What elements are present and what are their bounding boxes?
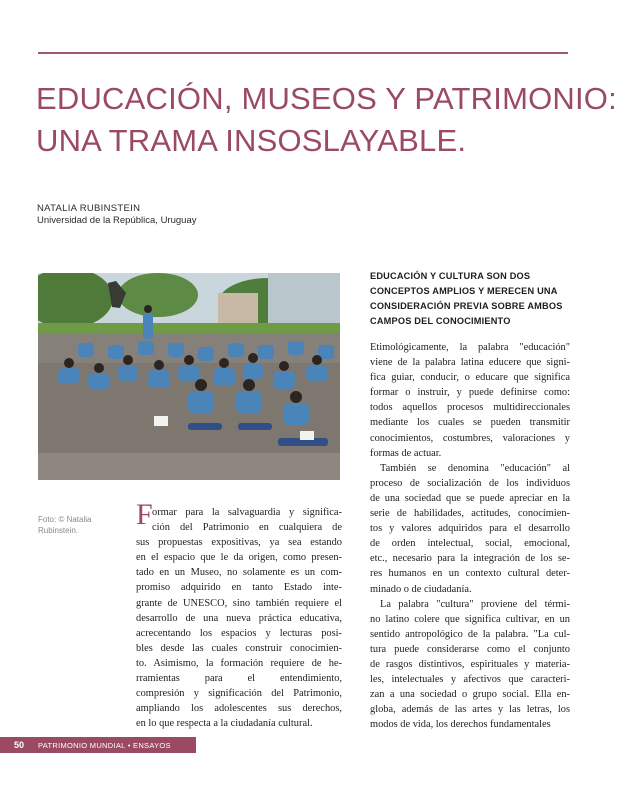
section-heading-line-3: CONSIDERACIÓN PREVIA SOBRE AMBOS: [370, 301, 563, 311]
text-line: Etimológicamente, la palabra "educación": [370, 342, 570, 353]
text-line: promiso adquirido en tanto Estado inte-: [136, 582, 342, 594]
text-line: en el espacio que le da origen, como presen-: [136, 552, 342, 564]
title-line-2: UNA TRAMA INSOSLAYABLE.: [36, 123, 467, 158]
text-line: rramientas para el entendimiento,: [136, 673, 342, 685]
text-line: formar o instruir, y puede definirse como:: [370, 387, 570, 399]
text-line: todos aquellos procesos multidireccionales: [370, 402, 570, 414]
text-line: de una sociedad que se puede apreciar en la: [370, 492, 570, 504]
students-photo: [38, 273, 340, 480]
section-heading-line-1: EDUCACIÓN Y CULTURA SON DOS: [370, 271, 531, 281]
text-line: sentido antropológico de la palabra. "La cul-: [370, 628, 570, 640]
text-line: proceso de socialización de los individuos: [370, 477, 570, 489]
text-line: También se denomina "educación" al: [380, 462, 570, 474]
text-line: tura puede considerarse como el conjunto: [370, 643, 570, 655]
top-rule: [38, 52, 568, 54]
text-line: compresión y significación del Patrimonio,: [136, 688, 342, 700]
text-line: tos y valores adquiridos para el desarrollo: [370, 523, 570, 535]
author-affiliation: Universidad de la República, Uruguay: [37, 215, 197, 226]
section-heading: [370, 269, 570, 329]
text-line: grante de UNESCO, sino también requiere el: [136, 597, 342, 609]
right-column-text: [370, 340, 570, 732]
text-line: les, intelectuales y afectivos que caracteri-: [370, 674, 570, 686]
caption-line-1: Foto: © Natalia: [38, 515, 92, 524]
text-line: tado en un Museo, no solamente es un com-: [136, 567, 342, 579]
text-line: conocimientos, costumbres, valoraciones y: [370, 432, 570, 444]
text-line: ampliando los adolescentes sus derechos,: [136, 703, 342, 715]
author-block: [37, 203, 196, 227]
text-line: viene de la palabra latina educere que signi-: [370, 357, 570, 369]
section-heading-line-4: CAMPOS DEL CONOCIMIENTO: [370, 316, 511, 326]
text-line: bles desde las cuales construir conocimien-: [136, 642, 342, 654]
text-line: to. Asimismo, la formación requiere de he-: [136, 657, 342, 669]
title-line-1: EDUCACIÓN, MUSEOS Y PATRIMONIO:: [36, 81, 617, 116]
running-head: PATRIMONIO MUNDIAL • ENSAYOS: [38, 741, 171, 750]
text-line: res humanos en un contexto cultural deter-: [370, 568, 570, 580]
text-line: sus propuestas expositivas, ya sea estando: [136, 537, 342, 549]
text-line: en lo que respecta a la ciudadanía cultural.: [136, 718, 313, 730]
text-line: de rasgos distintivos, espirituales y materia-: [370, 658, 570, 670]
text-line: minado o de ciudadanía.: [370, 583, 472, 595]
text-line: serie de habilidades, actitudes, conocimien-: [370, 508, 570, 520]
text-line: formas de actuar.: [370, 447, 442, 459]
drop-cap: F: [136, 498, 153, 531]
text-line: globa, además de las artes y las letras, los: [370, 704, 570, 716]
page-number: 50: [14, 740, 25, 750]
photo-illustration: [38, 273, 340, 480]
text-line: ormar para la salvaguardia y significa-: [152, 507, 342, 518]
article-title: [36, 78, 617, 162]
caption-line-2: Rubinstein.: [38, 526, 79, 535]
text-line: zan a una sociedad o grupo social. Ella en-: [370, 689, 570, 701]
text-line: de orden intelectual, social, emocional,: [370, 538, 570, 550]
text-line: La palabra "cultura" proviene del térmi-: [380, 598, 570, 610]
text-line: no latino colere que significa cultivar, en un: [370, 613, 570, 625]
text-line: mediante los cuales se pueden transmitir: [370, 417, 570, 429]
text-line: acrecentando los espacios y lecturas posi-: [136, 627, 342, 639]
text-line: desarrollo de una nueva práctica educativa,: [136, 612, 342, 624]
text-line: ción del Patrimonio en cualquiera de: [152, 522, 342, 534]
section-heading-line-2: CONCEPTOS AMPLIOS Y MERECEN UNA: [370, 286, 558, 296]
text-line: fica guiar, conducir, o educare que significa: [370, 372, 570, 384]
photo-caption: [38, 514, 100, 536]
author-name: NATALIA RUBINSTEIN: [37, 203, 141, 214]
text-line: etc., necesario para la integración de los se-: [370, 553, 570, 565]
middle-column-text: [136, 505, 342, 731]
text-line: modos de vida, los derechos fundamentales: [370, 719, 551, 731]
